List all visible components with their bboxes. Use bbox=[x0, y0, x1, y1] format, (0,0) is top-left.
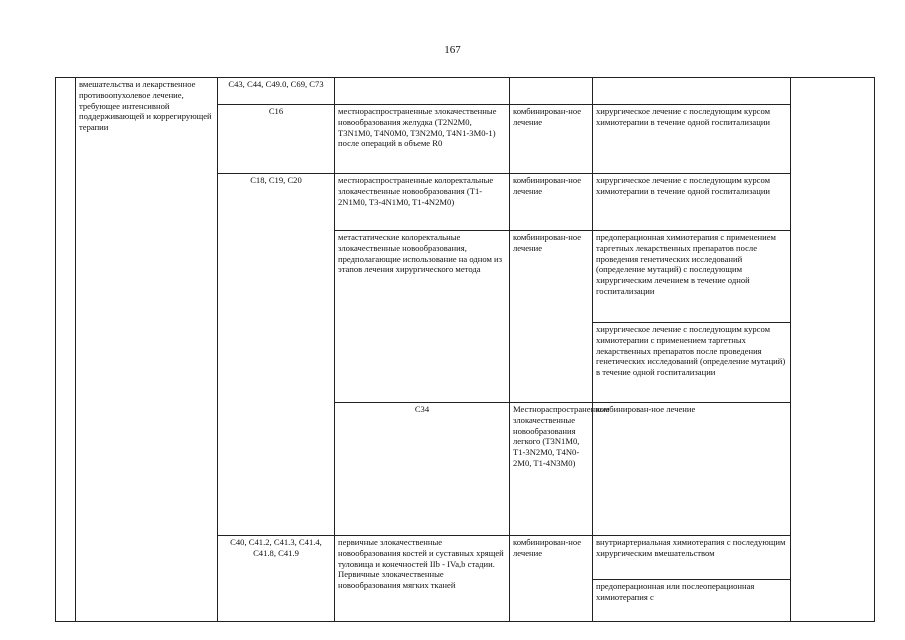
method-cell bbox=[593, 535, 791, 579]
method-cell bbox=[593, 323, 791, 403]
treatment-type: комбинирован-ное лечение bbox=[513, 106, 582, 127]
method-cell bbox=[593, 579, 791, 621]
treatment-method: хирургическое лечение с последующим курсом химиотерапии с применением таргетных лекарственных препаратов после проведения генетических исследований (определение мутаций) в течение одной госпитализации bbox=[596, 324, 786, 378]
codes-cell bbox=[218, 105, 335, 174]
type-cell bbox=[510, 535, 593, 621]
patient-model: Местнораспространенные злокачественные новообразования легкого (T3N1M0, T1-3N2M0, T4N0-2M0, T1-4N3M0) bbox=[513, 404, 610, 469]
icd-codes: C16 bbox=[268, 106, 284, 116]
model-cell bbox=[335, 174, 510, 231]
treatment-method: предоперационная химиотерапия с применением таргетных лекарственных препаратов после проведения генетических исследований (определение мутаций) с последующим хирургическим лечением в течение одной госпитализации bbox=[596, 232, 776, 297]
patient-model: первичные злокачественные новообразования костей и суставных хрящей туловища и конечностей IIb - IVa,b стадии. Первичные злокачественные новообразования мягких тканей bbox=[338, 536, 504, 591]
treatment-table bbox=[55, 77, 875, 622]
group-description: вмешательства и лекарственное противоопухолевое лечение, требующее интенсивной поддерживающей и коррегирующей терапии bbox=[79, 79, 212, 133]
method-cell bbox=[593, 105, 791, 174]
table-row bbox=[56, 78, 875, 105]
model-cell bbox=[335, 78, 510, 105]
icd-codes: C18, C19, C20 bbox=[250, 175, 302, 185]
method-cell bbox=[593, 78, 791, 105]
patient-model: местнораспространенные колоректальные злокачественные новообразования (T1-2N1M0, T3-4N1M0, T1-4N2M0) bbox=[338, 175, 494, 207]
treatment-method: внутриартериальная химиотерапия с последующим хирургическим вмешательством bbox=[596, 536, 786, 558]
method-cell bbox=[593, 174, 791, 231]
icd-codes: C43, C44, C49.0, C69, C73 bbox=[228, 79, 324, 89]
blank-cell bbox=[791, 78, 875, 622]
codes-cell bbox=[335, 403, 510, 536]
type-cell bbox=[510, 105, 593, 174]
patient-model: местнораспространенные злокачественные новообразования желудка (T2N2M0, T3N1M0, T4N0M0, T3N2M0, T4N1-3M0-1) после операций в объеме R0 bbox=[338, 106, 497, 149]
treatment-type: комбинирован-ное лечение bbox=[513, 175, 582, 196]
page-number: 167 bbox=[444, 44, 461, 56]
patient-model: метастатические колоректальные злокачественные новообразования, предполагающие использование на одном из этапов лечения хирургического метода bbox=[338, 232, 503, 275]
icd-codes: C34 bbox=[414, 404, 430, 414]
codes-cell bbox=[218, 174, 335, 536]
index-cell bbox=[56, 78, 76, 622]
codes-cell bbox=[218, 78, 335, 105]
type-cell bbox=[510, 174, 593, 231]
model-cell bbox=[510, 403, 610, 536]
model-cell bbox=[335, 105, 510, 174]
type-cell bbox=[593, 403, 791, 536]
group-description-cell bbox=[76, 78, 218, 622]
icd-codes: C40, C41.2, C41.3, C41.4, C41.8, C41.9 bbox=[230, 536, 322, 558]
type-cell bbox=[510, 231, 593, 403]
codes-cell bbox=[218, 535, 335, 621]
treatment-method: хирургическое лечение с последующим курсом химиотерапии в течение одной госпитализации bbox=[596, 106, 771, 127]
treatment-type: комбинирован-ное лечение bbox=[513, 536, 582, 558]
treatment-type: комбинирован-ное лечение bbox=[596, 404, 696, 414]
type-cell bbox=[510, 78, 593, 105]
method-cell bbox=[593, 231, 791, 323]
treatment-method: хирургическое лечение с последующим курсом химиотерапии в течение одной госпитализации bbox=[596, 175, 771, 196]
model-cell bbox=[335, 535, 510, 621]
model-cell bbox=[335, 231, 510, 403]
treatment-method: предоперационная или послеоперационная химиотерапия с bbox=[596, 580, 755, 602]
treatment-type: комбинирован-ное лечение bbox=[513, 232, 582, 253]
